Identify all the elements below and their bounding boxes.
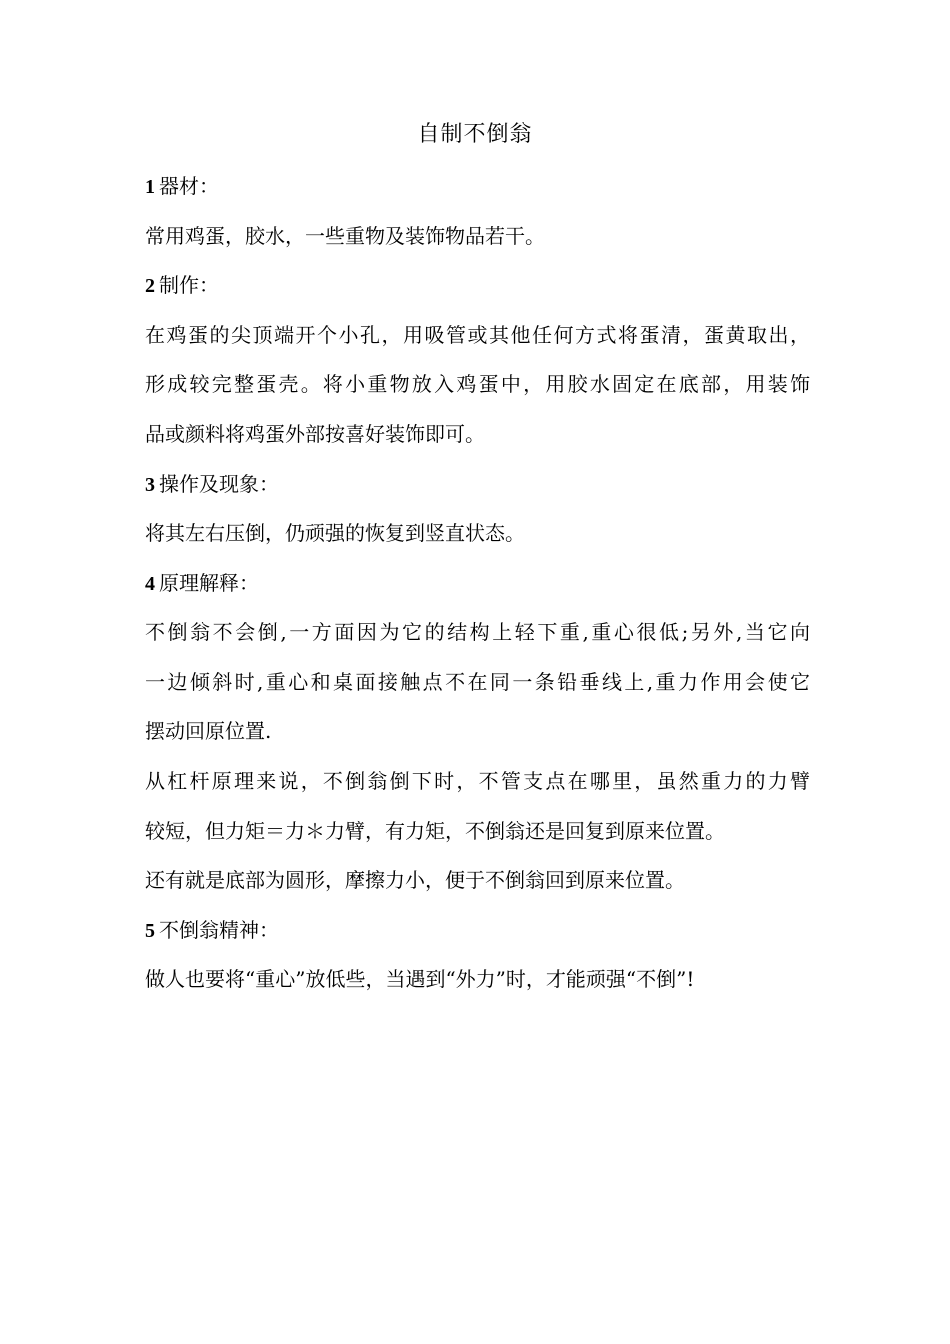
- section-heading: [145, 915, 810, 946]
- section-number: 3: [145, 474, 155, 496]
- section-number: 5: [145, 920, 155, 942]
- section-number: 1: [145, 176, 155, 198]
- paragraph-line: 一边倾斜时,重心和桌面接触点不在同一条铅垂线上,重力作用会使它: [145, 670, 810, 694]
- section-heading-text: 制作：: [159, 273, 219, 297]
- section-heading-text: 原理解释：: [159, 571, 259, 595]
- paragraph-line: 做人也要将“重心”放低些，当遇到“外力”时，才能顽强“不倒”!: [145, 967, 695, 991]
- paragraph-line: 品或颜料将鸡蛋外部按喜好装饰即可。: [145, 422, 485, 446]
- section-heading: [145, 568, 810, 599]
- document-title: 自制不倒翁: [417, 122, 533, 147]
- paragraph-line: 从杠杆原理来说，不倒翁倒下时，不管支点在哪里，虽然重力的力臂: [145, 769, 810, 793]
- paragraph-line: 在鸡蛋的尖顶端开个小孔，用吸管或其他任何方式将蛋清，蛋黄取出，: [145, 323, 810, 347]
- section-number: 4: [145, 573, 155, 595]
- section-heading-text: 不倒翁精神：: [159, 918, 279, 942]
- section-heading: [145, 270, 810, 301]
- section-heading: [145, 171, 810, 202]
- section-heading: [145, 469, 810, 500]
- paragraph-line: 形成较完整蛋壳。将小重物放入鸡蛋中，用胶水固定在底部，用装饰: [145, 372, 810, 396]
- section-heading-text: 器材：: [159, 174, 219, 198]
- paragraph-line: 还有就是底部为圆形，摩擦力小，便于不倒翁回到原来位置。: [145, 868, 685, 892]
- paragraph-line: 将其左右压倒，仍顽强的恢复到竖直状态。: [145, 521, 525, 545]
- paragraph-line: 较短，但力矩＝力＊力臂，有力矩，不倒翁还是回复到原来位置。: [145, 819, 725, 843]
- paragraph-line: 常用鸡蛋，胶水，一些重物及装饰物品若干。: [145, 224, 545, 248]
- section-number: 2: [145, 275, 155, 297]
- paragraph-line: 不倒翁不会倒,一方面因为它的结构上轻下重,重心很低;另外,当它向: [145, 620, 810, 644]
- section-heading-text: 操作及现象：: [159, 472, 279, 496]
- paragraph-line: 摆动回原位置.: [145, 719, 272, 743]
